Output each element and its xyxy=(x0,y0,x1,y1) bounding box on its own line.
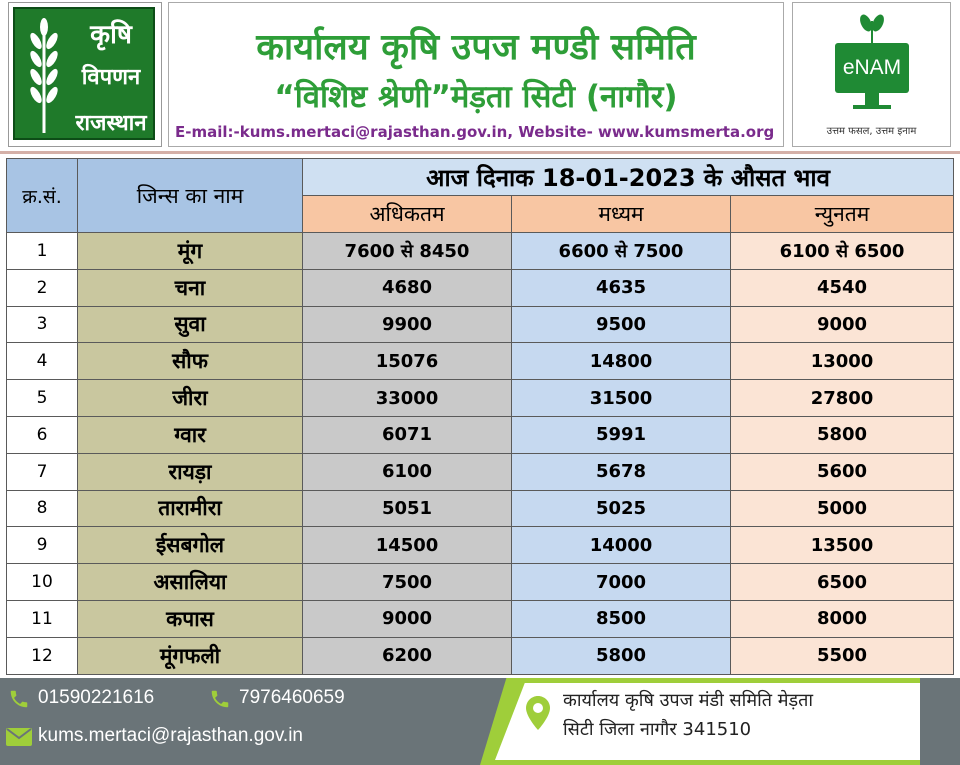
date-heading: आज दिनाक 18-01-2023 के औसत भाव xyxy=(303,159,954,196)
price-max: 9000 xyxy=(303,600,512,637)
price-min: 4540 xyxy=(731,269,954,306)
logo-text-vipanan: विपणन xyxy=(81,65,141,90)
enam-logo xyxy=(792,2,951,147)
row-serial: 8 xyxy=(7,490,78,527)
address-line-2: सिटी जिला नागौर 341510 xyxy=(563,719,752,740)
table-row xyxy=(7,306,954,343)
row-serial: 11 xyxy=(7,600,78,637)
commodity-name: कपास xyxy=(78,600,303,637)
price-mid: 31500 xyxy=(512,380,731,417)
row-serial: 5 xyxy=(7,380,78,417)
row-serial: 9 xyxy=(7,527,78,564)
phone-number-1[interactable]: 01590221616 xyxy=(38,687,155,708)
commodity-name: सुवा xyxy=(78,306,303,343)
price-min: 5000 xyxy=(731,490,954,527)
contact-line: E-mail:-kums.mertaci@rajasthan.gov.in, Website- www.kumsmerta.org xyxy=(175,123,775,141)
price-min: 5600 xyxy=(731,453,954,490)
office-title: कार्यालय कृषि उपज मण्डी समिति xyxy=(256,27,696,68)
rates-table xyxy=(6,158,954,675)
price-mid: 9500 xyxy=(512,306,731,343)
price-min: 6100 से 6500 xyxy=(731,233,954,270)
table-row xyxy=(7,416,954,453)
commodity-name: तारामीरा xyxy=(78,490,303,527)
row-serial: 12 xyxy=(7,637,78,674)
row-serial: 4 xyxy=(7,343,78,380)
price-min: 6500 xyxy=(731,564,954,601)
phone-icon xyxy=(8,688,30,710)
col-header-min: न्युनतम xyxy=(731,196,954,233)
table-row xyxy=(7,343,954,380)
col-header-max: अधिकतम xyxy=(303,196,512,233)
table-row xyxy=(7,527,954,564)
enam-label: eNAM xyxy=(835,43,909,93)
row-serial: 7 xyxy=(7,453,78,490)
row-serial: 2 xyxy=(7,269,78,306)
price-min: 5800 xyxy=(731,416,954,453)
table-row xyxy=(7,380,954,417)
row-serial: 3 xyxy=(7,306,78,343)
price-min: 27800 xyxy=(731,380,954,417)
table-row xyxy=(7,453,954,490)
commodity-name: असालिया xyxy=(78,564,303,601)
sprout-icon xyxy=(857,9,887,43)
mail-icon xyxy=(6,728,32,746)
location-pin-icon xyxy=(526,696,550,730)
commodity-name: सौफ xyxy=(78,343,303,380)
commodity-name: जीरा xyxy=(78,380,303,417)
table-row xyxy=(7,269,954,306)
commodity-name: रायड़ा xyxy=(78,453,303,490)
col-header-commodity: जिन्स का नाम xyxy=(78,159,303,233)
logo-text-krishi: कृषि xyxy=(90,20,132,50)
price-max: 6071 xyxy=(303,416,512,453)
table-row xyxy=(7,490,954,527)
price-mid: 5678 xyxy=(512,453,731,490)
price-mid: 5991 xyxy=(512,416,731,453)
price-min: 9000 xyxy=(731,306,954,343)
price-mid: 7000 xyxy=(512,564,731,601)
office-address xyxy=(563,686,913,744)
row-serial: 1 xyxy=(7,233,78,270)
commodity-name: ईसबगोल xyxy=(78,527,303,564)
footer xyxy=(0,678,960,765)
commodity-name: मूंग xyxy=(78,233,303,270)
price-max: 7500 xyxy=(303,564,512,601)
row-serial: 10 xyxy=(7,564,78,601)
commodity-name: ग्वार xyxy=(78,416,303,453)
price-mid: 14000 xyxy=(512,527,731,564)
col-header-sr: क्र.सं. xyxy=(7,159,78,233)
krishi-vipanan-logo xyxy=(8,2,162,147)
commodity-name: चना xyxy=(78,269,303,306)
monitor-base xyxy=(853,105,891,109)
wheat-icon xyxy=(21,13,67,137)
table-row xyxy=(7,564,954,601)
price-min: 13500 xyxy=(731,527,954,564)
col-header-mid: मध्यम xyxy=(512,196,731,233)
footer-email[interactable]: kums.mertaci@rajasthan.gov.in xyxy=(38,725,303,746)
address-line-1: कार्यालय कृषि उपज मंडी समिति मेड़ता xyxy=(563,690,814,711)
price-max: 15076 xyxy=(303,343,512,380)
price-max: 6100 xyxy=(303,453,512,490)
divider xyxy=(0,151,960,154)
enam-tagline: उत्तम फसल, उत्तम इनाम xyxy=(826,126,917,137)
table-row xyxy=(7,600,954,637)
price-max: 7600 से 8450 xyxy=(303,233,512,270)
price-mid: 6600 से 7500 xyxy=(512,233,731,270)
price-min: 13000 xyxy=(731,343,954,380)
price-mid: 8500 xyxy=(512,600,731,637)
phone-icon xyxy=(209,688,231,710)
price-max: 33000 xyxy=(303,380,512,417)
header-row-1 xyxy=(7,159,954,196)
price-mid: 4635 xyxy=(512,269,731,306)
price-max: 4680 xyxy=(303,269,512,306)
price-mid: 5025 xyxy=(512,490,731,527)
price-max: 9900 xyxy=(303,306,512,343)
price-max: 14500 xyxy=(303,527,512,564)
title-box xyxy=(168,2,784,147)
header xyxy=(0,0,960,150)
phone-number-2[interactable]: 7976460659 xyxy=(239,687,345,708)
price-max: 6200 xyxy=(303,637,512,674)
row-serial: 6 xyxy=(7,416,78,453)
price-min: 5500 xyxy=(731,637,954,674)
price-min: 8000 xyxy=(731,600,954,637)
logo-text-rajasthan: राजस्थान xyxy=(75,111,147,136)
price-max: 5051 xyxy=(303,490,512,527)
table-row xyxy=(7,233,954,270)
price-mid: 5800 xyxy=(512,637,731,674)
table-row xyxy=(7,637,954,674)
office-subtitle: “विशिष्ट श्रेणी”मेड़ता सिटी (नागौर) xyxy=(274,79,678,115)
commodity-name: मूंगफली xyxy=(78,637,303,674)
price-mid: 14800 xyxy=(512,343,731,380)
